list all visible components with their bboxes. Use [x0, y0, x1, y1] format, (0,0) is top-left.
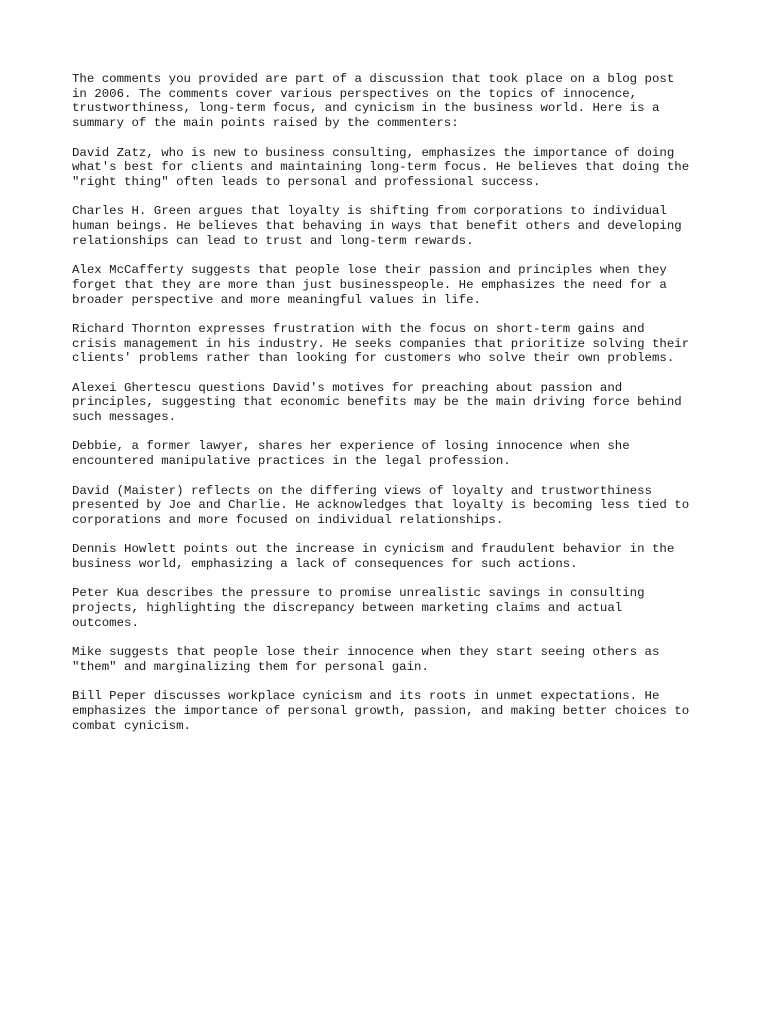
- paragraph-bill-peper: Bill Peper discusses workplace cynicism and its roots in unmet expectations. He emphasizes the importance of personal growth, passion, and making better choices to combat cynicism.: [72, 689, 690, 733]
- paragraph-mike: Mike suggests that people lose their innocence when they start seeing others as "them" and marginalizing them for personal gain.: [72, 645, 660, 674]
- paragraph-debbie: Debbie, a former lawyer, shares her experience of losing innocence when she encountered manipulative practices in the legal profession.: [72, 439, 630, 469]
- paragraph-alex-mccafferty: Alex McCafferty suggests that people lose their passion and principles when they forget that they are more than just businesspeople. He emphasizes the need for a broader perspective and more meaningful values in life.: [72, 263, 667, 307]
- paragraph-peter-kua: Peter Kua describes the pressure to promise unrealistic savings in consulting projects, highlighting the discrepancy between marketing claims and actual outcomes.: [72, 586, 645, 630]
- document-body: [72, 72, 702, 748]
- paragraph-richard-thornton: Richard Thornton expresses frustration with the focus on short-term gains and crisis management in his industry. He seeks companies that prioritize solving their clients' problems rather than looking for customers who solve their own problems.: [72, 321, 690, 366]
- paragraph-charles-green: Charles H. Green argues that loyalty is shifting from corporations to individual human beings. He believes that behaving in ways that benefit others and developing relationships can lead to trust and long-term rewards.: [72, 204, 682, 248]
- paragraph-dennis-howlett: Dennis Howlett points out the increase in cynicism and fraudulent behavior in the business world, emphasizing a lack of consequences for such actions.: [72, 542, 675, 572]
- paragraph-alexei-ghertescu: Alexei Ghertescu questions David's motives for preaching about passion and principles, suggesting that economic benefits may be the main driving force behind such messages.: [72, 380, 682, 425]
- paragraph-intro: The comments you provided are part of a discussion that took place on a blog post in 2006. The comments cover various perspectives on the topics of innocence, trustworthiness, long-term focus, and cynicism in the business world. Here is a summary of the main points raised by the commenters:: [72, 72, 675, 131]
- paragraph-david-maister: David (Maister) reflects on the differing views of loyalty and trustworthiness presented by Joe and Charlie. He acknowledges that loyalty is becoming less tied to corporations and more focused on individual relationships.: [72, 483, 690, 527]
- paragraph-david-zatz: David Zatz, who is new to business consulting, emphasizes the importance of doing what's best for clients and maintaining long-term focus. He believes that doing the "right thing" often leads to personal and professional success.: [72, 145, 690, 189]
